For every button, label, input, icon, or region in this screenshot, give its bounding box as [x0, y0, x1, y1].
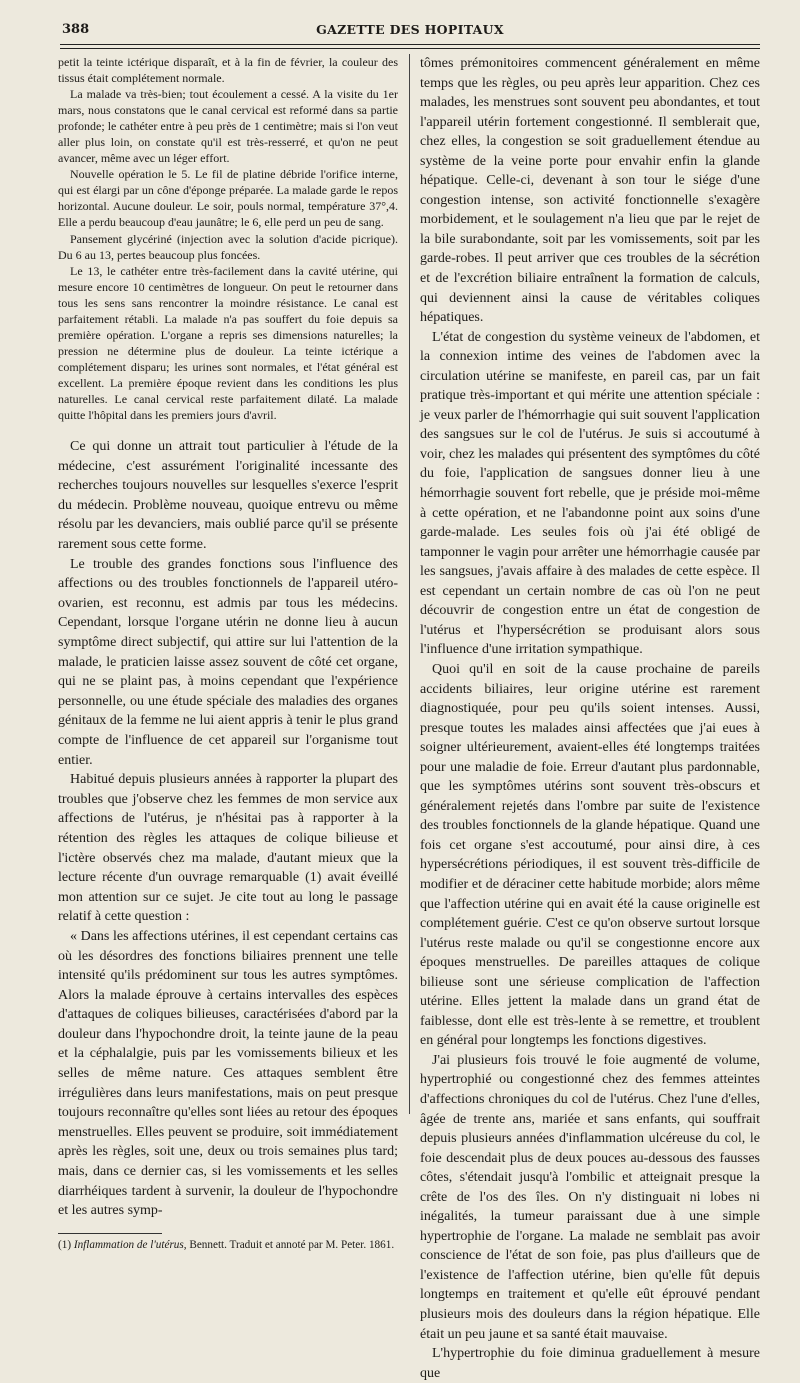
right-column — [420, 54, 760, 1383]
page-header — [60, 18, 760, 44]
paragraph: Le 13, le cathéter entre très-facilement dans la cavité utérine, qui mesure encore 10 centimètres de longueur. On peut le retourner dans tous les sens sans rencontrer la moindre résistance. Le canal est parfaitement rétabli. La malade n'a pas souffert du foie depuis sa première opération. L'organe a repris ses dimensions naturelles; la pression ne détermine plus de douleur. La teinte ictérique a complétement disparu; les urines sont normales, et l'état général est excellent. La première époque revient dans les conditions les plus naturelles. Le canal cervical reste parfaitement dilaté. La malade quitte l'hôpital dans les premiers jours d'avril. — [58, 263, 398, 423]
left-column — [58, 54, 398, 1252]
paragraph: petit la teinte ictérique disparaît, et à la fin de février, la couleur des tissus était complétement normale. — [58, 55, 398, 86]
paragraph: Quoi qu'il en soit de la cause prochaine de pareils accidents biliaires, leur origine utérine est rarement diagnostiquée, pour peu qu'ils soient intenses. Aussi, presque toutes les malades ainsi affectées que j'ai eues à soigner ultérieurement, avaient-elles été longtemps traitées pour une maladie de foie. Erreur d'autant plus pardonnable, que les symptômes utérins sont souvent très-obscurs et généralement rejetés dans l'ombre par suite de l'existence des troubles fonctionnels de la glande hépatique. Quand une fois cet organe s'est accoutumé, pour ainsi dire, à ces hypersécrétions périodiques, il est souvent très-difficile de modifier et de déraciner cette habitude morbide; alors même que l'affection utérine qui en avait été la cause originelle est complétement guérie. C'est ce qu'on observe surtout lorsque l'utérus reste malade ou qu'il se congestionne encore aux époques menstruelles. De pareilles attaques de colique bilieuse sont une sérieuse complication de l'affection utérine. Elles jettent la malade dans un grand état de faiblesse, dont elle est très-lente à se remettre, et troublent en général pour longtemps les fonctions digestives. — [420, 661, 760, 1049]
column-separator — [409, 54, 410, 1114]
header-rule — [60, 44, 760, 45]
footnote-marker: (1) — [58, 1238, 72, 1251]
paragraph: Le trouble des grandes fonctions sous l'influence des affections ou des troubles fonctionnels de l'appareil utéro-ovarien, est reconnu, est admis par tous les médecins. Cependant, lorsque l'organe utérin ne donne lieu à aucun symptôme direct subjectif, qui attire sur lui l'attention de la malade, le praticien laisse assez souvent de côté cet organe, qui ne se plaint pas, à moins cependant que l'expérience personnelle, ou une étude spéciale des maladies des organes génitaux de la femme ne lui aient appris à tenir le plus grand compte de l'influence de cet appareil sur l'organisme tout entier. — [58, 556, 398, 768]
paragraph: Nouvelle opération le 5. Le fil de platine débride l'orifice interne, qui est élargi par un cône d'éponge préparée. La malade garde le repos horizontal. Aucune douleur. Le soir, pouls normal, température 37°,4. Elle a perdu beaucoup d'eau jaunâtre; le 6, elle perd un peu de sang. — [58, 167, 398, 230]
footnote-rule — [58, 1233, 162, 1234]
footnote-rest: , Bennett. Traduit et annoté par M. Peter. 1861. — [183, 1238, 395, 1251]
journal-title: GAZETTE DES HOPITAUX — [316, 22, 504, 37]
discussion-section — [58, 437, 398, 1221]
paragraph: Habitué depuis plusieurs années à rapporter la plupart des troubles que j'observe chez les femmes de mon service aux affections de l'utérus, je n'hésitai pas à rapporter à la rétention des règles les attaques de colique bilieuse et l'ictère observés chez ma malade, d'autant mieux que la lecture récente d'un ouvrage remarquable (1) avait éveillé mon attention sur ce sujet. Je cite tout au long le passage relatif à cette question : — [58, 772, 398, 925]
case-report-section — [58, 54, 398, 423]
paragraph: tômes prémonitoires commencent généralement en même temps que les règles, ou peu après leur apparition. Chez ces malades, les menstrues sont souvent peu abondantes, et tout l'appareil utérin fortement congestionné. Il semblerait que, chez elles, la congestion se soit graduellement étendue au système de la veine porte pour envahir enfin la glande hépatique. Celle-ci, devenant à son tour le siége d'une congestion intense, son activité fonctionnelle s'exagère morbidement, et le soulagement n'a lieu que par le rejet de la bile surabondante, soit par les vomissements, soit par les garde-robes. Il peut arriver que ces troubles de la sécrétion et de l'excrétion biliaire entraînent la formation de calculs, qui deviennent ainsi la cause de véritables coliques hépatiques. — [420, 56, 760, 326]
paragraph: L'état de congestion du système veineux de l'abdomen, et la connexion intime des veines de l'abdomen avec la circulation utérine se manifeste, en pareil cas, par un fait pratique très-important et qui mérite une attention spéciale : je veux parler de l'hémorrhagie qui suit souvent l'application des sangsues sur le col de l'utérus. Je suis si accoutumé à voir, chez les malades qui présentent des symptômes du côté du foie, l'application de sangsues donner lieu à une hémorrhagie souvent fort rebelle, que je préside moi-même à cette opération, et ne l'abandonne point aux soins d'une garde-malade. Les seules fois où j'ai été obligé de tamponner le vagin pour arrêter une hémorrhagie causée par les sangsues, j'avais affaire à des malades de cette espèce. Il est cependant un certain nombre de cas où l'on ne peut découvrir de congestion entre un état de congestion de l'utérus et l'hypersécrétion se produisant alors sous l'influence d'une irritation sympathique. — [420, 329, 760, 658]
paragraph: Pansement glycériné (injection avec la solution d'acide picrique). Du 6 au 13, pertes beaucoup plus foncées. — [58, 231, 398, 262]
page-number: 388 — [62, 22, 90, 37]
paragraph: La malade va très-bien; tout écoulement a cessé. A la visite du 1er mars, nous constatons que le canal cervical est reformé dans sa partie profonde; le cathéter entre à peu près de 1 centimètre; mais si l'on veut aller plus loin, on constate qu'il est très-resserré, et qu'on ne peut avancer, même avec un léger effort. — [58, 87, 398, 166]
footnote-title: Inflammation de l'utérus — [73, 1238, 184, 1251]
paragraph: J'ai plusieurs fois trouvé le foie augmenté de volume, hypertrophié ou congestionné chez des femmes atteintes d'affections chroniques du col de l'utérus. Chez l'une d'elles, âgée de trente ans, mariée et sans enfants, qui souffrait depuis plusieurs années d'inflammation ulcéreuse du col, le foie descendait plus de deux pouces au-dessous des fausses côtes, s'étendait jusqu'à l'ombilic et atteignait presque la crête de l'os des îles. On n'y distinguait ni lobes ni inégalités, la tumeur paraissant due à une simple hypertrophie de l'organe. La malade ne semblait pas avoir conscience de l'état de son foie, pas plus d'ailleurs que de l'existence de l'affection utérine, bien qu'elle fût depuis longtemps en traitement et qu'elle eût éprouvé pendant plusieurs mois des douleurs dans la région hépatique. Elle était un peu jaune et sa santé était mauvaise. — [420, 1052, 760, 1342]
footnote — [58, 1238, 398, 1252]
paragraph: L'hypertrophie du foie diminua graduellement à mesure que — [420, 1346, 760, 1381]
header-rule-thin — [60, 48, 760, 49]
paragraph: « Dans les affections utérines, il est cependant certains cas où les désordres des fonctions biliaires prennent une telle intensité qu'ils prédominent sur tous les autres symptômes. Alors la malade éprouve à certains intervalles des espèces d'attaques de coliques bilieuses, caractérisées d'abord par la douleur dans l'hypochondre droit, la teinte jaune de la peau et la céphalalgie, puis par les vomissements bilieux et les selles de même nature. Ces attaques semblent être irrégulières dans leurs manifestations, mais on peut presque toujours reconnaître qu'elles sont liées au retour des époques menstruelles. Elles peuvent se produire, soit immédiatement après les règles, soit une, deux ou trois semaines plus tard; mais, dans ce dernier cas, si les vomissements et les selles diarrhéiques tardent à survenir, la douleur de l'hypochondre et les autres symp- — [58, 928, 398, 1219]
paragraph: Ce qui donne un attrait tout particulier à l'étude de la médecine, c'est assurément l'originalité incessante des recherches toujours nouvelles sur lesquelles s'exerce l'esprit du médecin. Problème nouveau, quoique entrevu ou même résolu par les devanciers, mais oublié parce qu'il se présente rarement sous cette forme. — [58, 439, 398, 553]
